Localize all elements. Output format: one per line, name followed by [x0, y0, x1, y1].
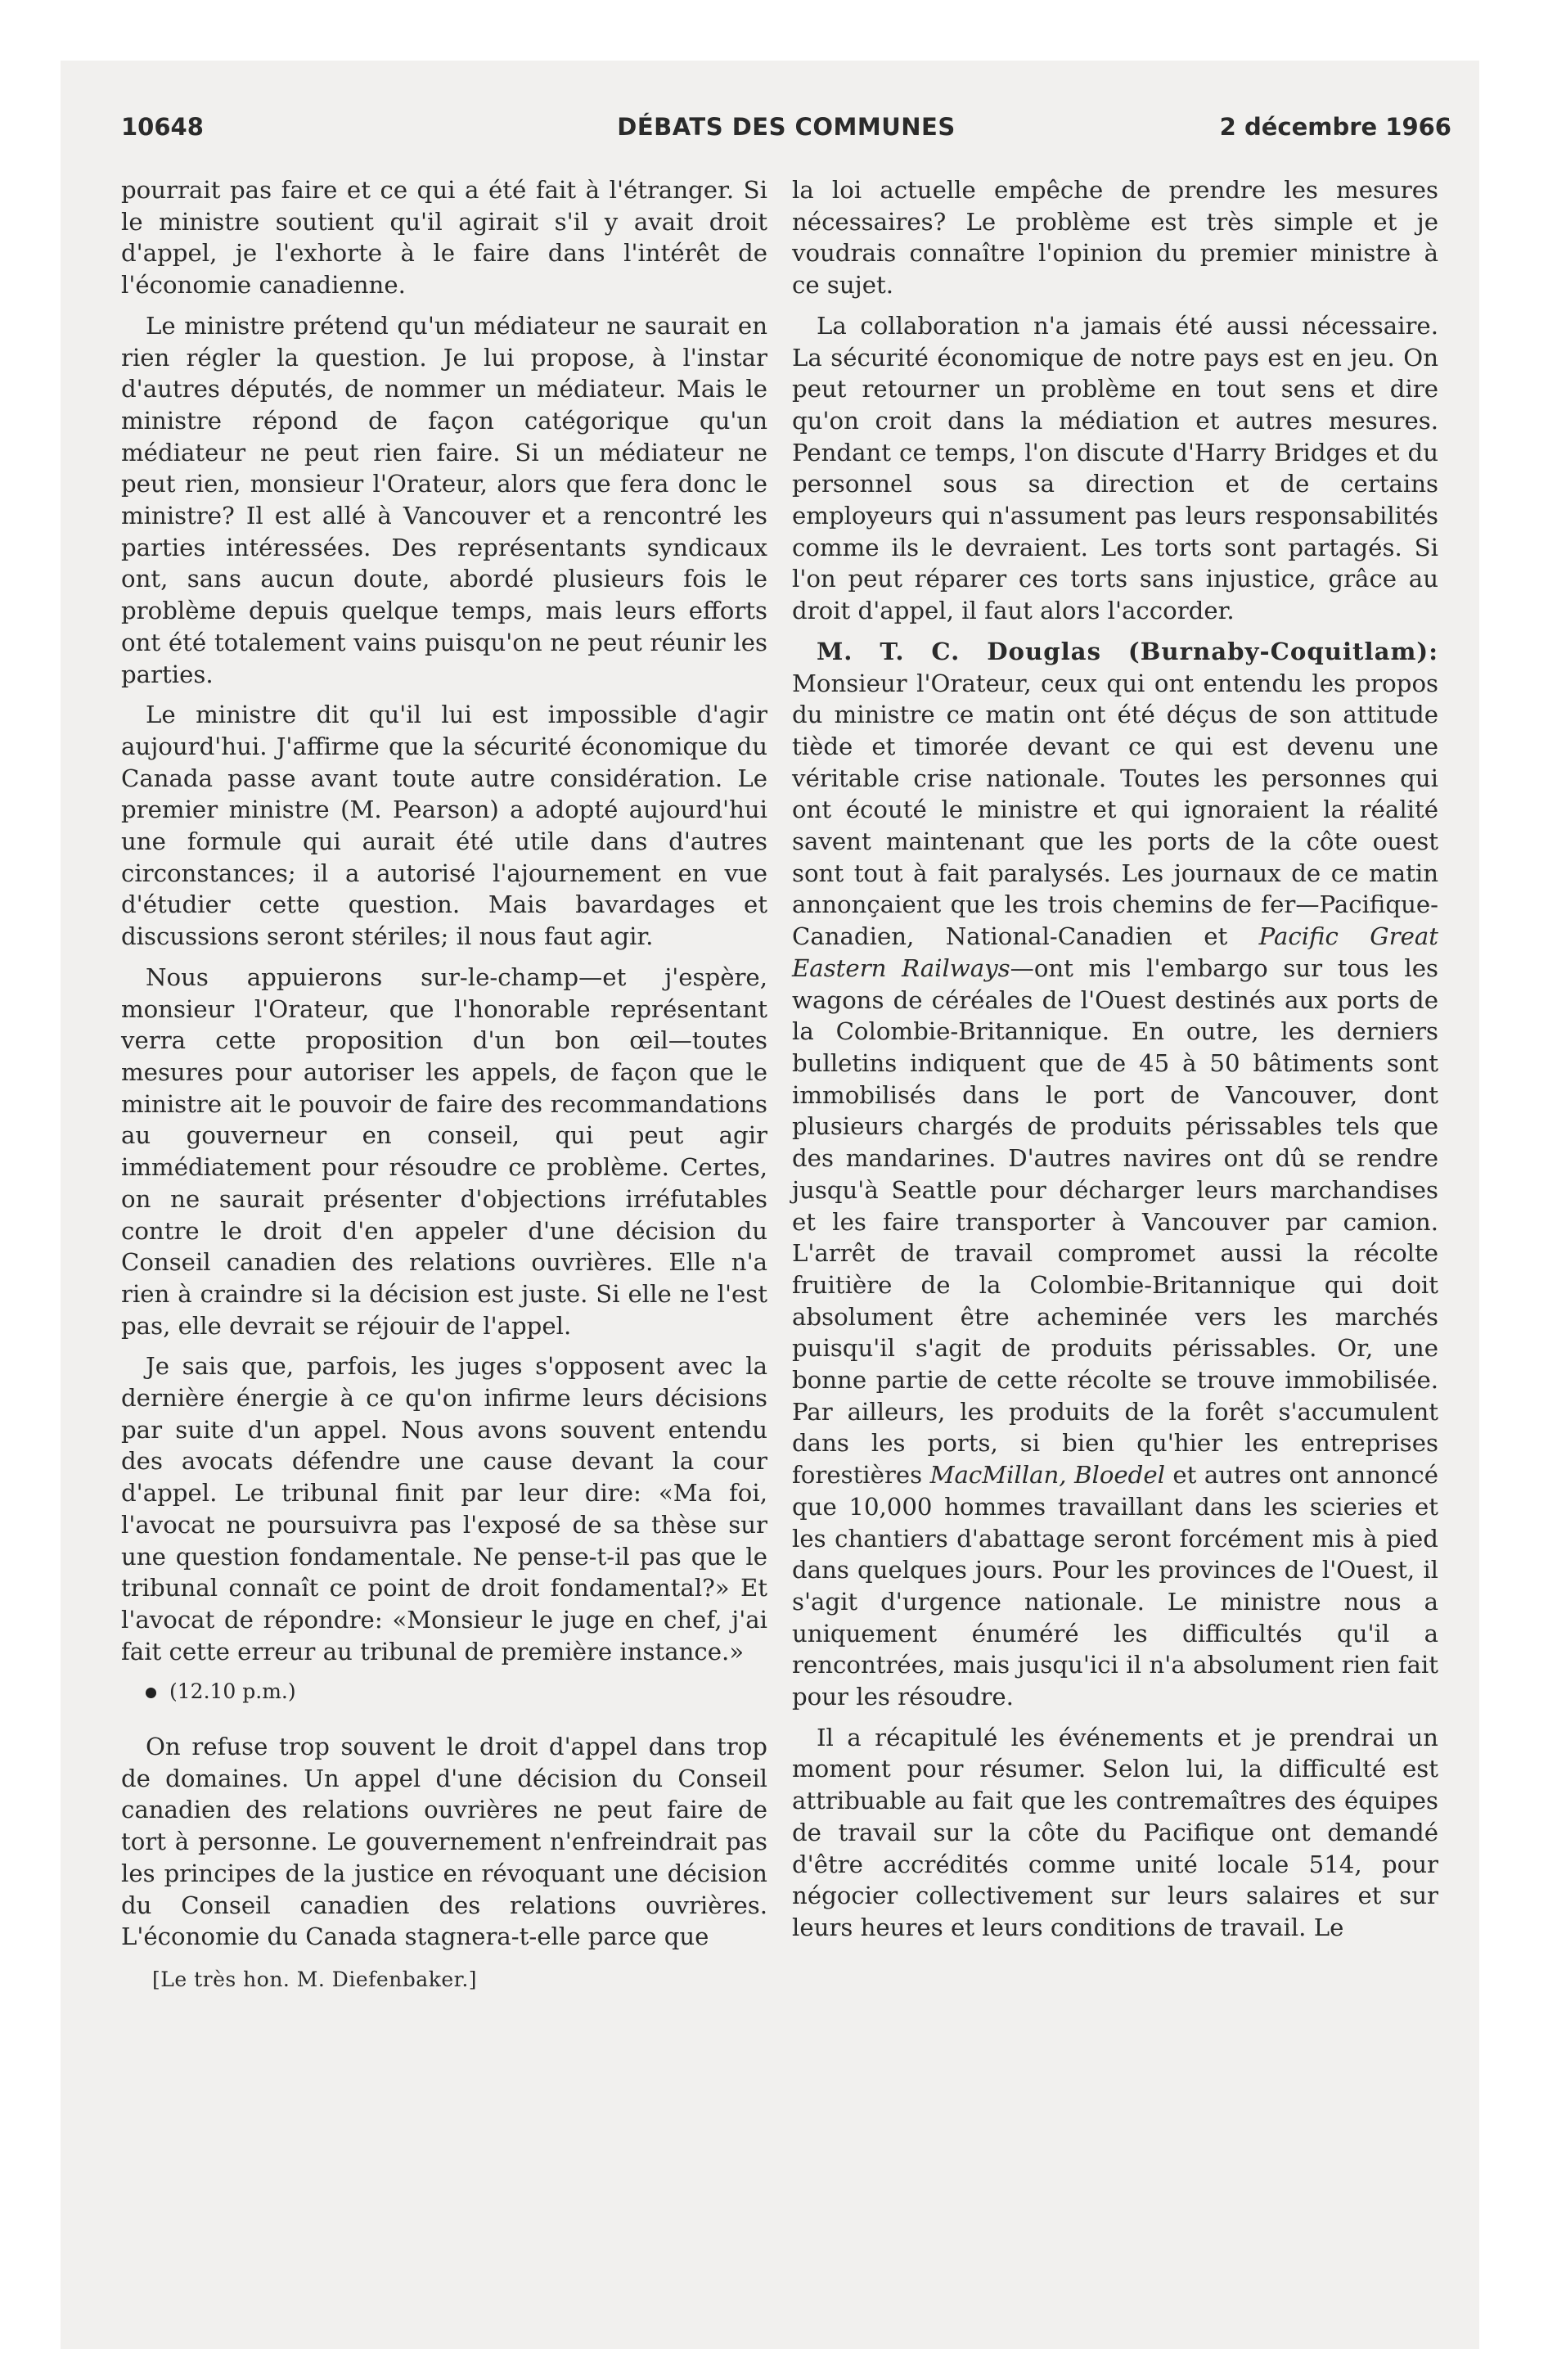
paragraph: Le ministre dit qu'il lui est impossible d'agir aujourd'hui. J'affirme que la sécurité économique du Canada passe avant toute autre considération. Le premier ministre (M. Pearson) a adopté aujourd'hui une formule qui aurait été utile dans d'autres circonstances; il a autorisé l'ajournement en vue d'étudier cette question. Mais bavardages et discussions seront stériles; il nous faut agir. — [121, 701, 767, 951]
paragraph-text: Monsieur l'Orateur, ceux qui ont entendu les propos du ministre ce matin ont été déçus de son attitude tiède et timorée devant ce qui est devenu une véritable crise nationale. Toutes les personnes qui ont écouté le ministre et qui ignoraient la réalité savent maintenant que les ports de la côte ouest sont tout à fait paralysés. Les journaux de ce matin annonçaient que les trois chemins de fer—Pacifique-Canadien, National-Canadien et — [792, 669, 1438, 951]
time-stamp-text: (12.10 p.m.) — [169, 1679, 296, 1704]
speaker-name: M. T. C. Douglas (Burnaby-Coquitlam): — [817, 637, 1438, 665]
paragraph: Je sais que, parfois, les juges s'opposent avec la dernière énergie à ce qu'on infirme leurs décisions par suite d'un appel. Nous avons souvent entendu des avocats défendre une cause devant la cour d'appel. Le tribunal finit par leur dire: «Ma foi, l'avocat ne poursuivra pas l'exposé de sa thèse sur une question fondamentale. Ne pense-t-il pas que le tribunal connaît ce point de droit fondamental?» Et l'avocat de répondre: «Monsieur le juge en chef, j'ai fait cette erreur au tribunal de première instance.» — [121, 1352, 767, 1666]
paragraph: La collaboration n'a jamais été aussi nécessaire. La sécurité économique de notre pays est en jeu. On peut retourner un problème en tout sens et dire qu'on croit dans la médiation et autres mesures. Pendant ce temps, l'on discute d'Harry Bridges et du personnel sous sa direction et de certains employeurs qui n'assument pas leurs responsabilités comme ils le devraient. Les torts sont partagés. Si l'on peut réparer ces torts sans injustice, grâce au droit d'appel, il faut alors l'accorder. — [792, 311, 1438, 625]
paragraph: la loi actuelle empêche de prendre les mesures nécessaires? Le problème est très simple et je voudrais connaître l'opinion du premier ministre à ce sujet. — [792, 176, 1438, 300]
paragraph: Le ministre prétend qu'un médiateur ne saurait en rien régler la question. Je lui propose, à l'instar d'autres députés, de nommer un médiateur. Mais le ministre répond de façon catégorique qu'un médiateur ne peut rien faire. Si un médiateur ne peut rien, monsieur l'Orateur, alors que fera donc le ministre? Il est allé à Vancouver et a rencontré les parties intéressées. Des représentants syndicaux ont, sans aucun doute, abordé plusieurs fois le problème depuis quelque temps, mais leurs efforts ont été totalement vains puisqu'on ne peut réunir les parties. — [121, 311, 767, 688]
italic-name: Pacific Great Eastern Railways — [792, 922, 1438, 982]
publication-title: DÉBATS DES COMMUNES — [617, 113, 956, 141]
paragraph: Il a récapitulé les événements et je prendrai un moment pour résumer. Selon lui, la difficulté est attribuable au fait que les contremaîtres des équipes de travail sur la côte du Pacifique ont demandé d'être accrédités comme unité locale 514, pour négocier collectivement sur leurs salaires et sur leurs heures et leurs conditions de travail. Le — [792, 1723, 1438, 1941]
right-column — [792, 174, 1438, 1953]
paragraph-text: —ont mis l'embargo sur tous les wagons de céréales de l'Ouest destinés aux ports de la Colombie-Britannique. En outre, les derniers bulletins indiquent que de 45 à 50 bâtiments sont immobilisés dans le port de Vancouver, dont plusieurs chargés de produits périssables tels que des mandarines. D'autres navires ont dû se rendre jusqu'à Seattle pour décharger leurs marchandises et les faire transporter à Vancouver par camion. L'arrêt de travail compromet aussi la récolte fruitière de la Colombie-Britannique qui doit absolument être acheminée vers les marchés puisqu'il s'agit de produits périssables. Or, une bonne partie de cette récolte se trouve immobilisée. Par ailleurs, les produits de la forêt s'accumulent dans les ports, si bien qu'hier les entreprises forestières — [792, 953, 1438, 1490]
speaker-attribution: [Le très hon. M. Diefenbaker.] — [152, 1967, 478, 1991]
bullet-icon — [146, 1688, 156, 1698]
left-column — [121, 174, 767, 1996]
paragraph: pourrait pas faire et ce qui a été fait à l'étranger. Si le ministre soutient qu'il agirait s'il y avait droit d'appel, je l'exhorte à le faire dans l'intérêt de l'économie canadienne. — [121, 176, 767, 300]
page-header — [121, 113, 1451, 152]
paragraph-text: et autres ont annoncé que 10,000 hommes travaillant dans les scieries et les chantiers d'abattage seront forcément mis à pied dans quelques jours. Pour les provinces de l'Ouest, il s'agit d'urgence nationale. Le ministre nous a uniquement énuméré les difficultés qu'il a rencontrées, mais jusqu'ici il n'a absolument rien fait pour les résoudre. — [792, 1461, 1438, 1711]
paragraph: Nous appuierons sur-le-champ—et j'espère, monsieur l'Orateur, que l'honorable représentant verra cette proposition d'un bon œil—toutes mesures pour autoriser les appels, de façon que le ministre ait le pouvoir de faire des recommandations au gouverneur en conseil, qui peut agir immédiatement pour résoudre ce problème. Certes, on ne saurait présenter d'objections irréfutables contre le droit d'en appeler d'une décision du Conseil canadien des relations ouvrières. Elle n'a rien à craindre si la décision est juste. Si elle ne l'est pas, elle devrait se réjouir de l'appel. — [121, 962, 767, 1340]
page-number: 10648 — [121, 113, 204, 141]
time-stamp — [121, 1676, 767, 1708]
italic-name: MacMillan, Bloedel — [929, 1461, 1165, 1490]
paragraph: On refuse trop souvent le droit d'appel dans trop de domaines. Un appel d'une décision du Conseil canadien des relations ouvrières ne peut faire de tort à personne. Le gouvernement n'enfreindrait pas les principes de la justice en révoquant une décision du Conseil canadien des relations ouvrières. L'économie du Canada stagnera-t-elle parce que — [121, 1733, 767, 1951]
speaker-paragraph — [792, 636, 1438, 1713]
page-date: 2 décembre 1966 — [1219, 113, 1451, 141]
